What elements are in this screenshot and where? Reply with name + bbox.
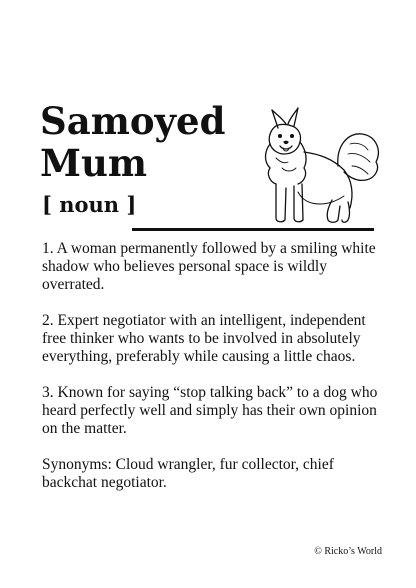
headword <box>40 100 225 184</box>
samoyed-dog-icon <box>252 96 382 230</box>
copyright-credit: © Ricko’s World <box>314 546 382 557</box>
definition-2: 2. Expert negotiator with an intelligent, independent free thinker who wants to be involved in absolutely everything, preferably while causing a little chaos. <box>42 312 366 365</box>
definition-3: 3. Known for saying “stop talking back” to a dog who heard perfectly well and simply has their own opinion on the matter. <box>42 384 378 437</box>
headword-line-2: Mum <box>40 141 148 185</box>
synonyms: Synonyms: Cloud wrangler, fur collector, chief backchat negotiator. <box>42 456 334 491</box>
definition-list <box>42 240 382 510</box>
definition-1: 1. A woman permanently followed by a smiling white shadow who believes personal space is wildly overrated. <box>42 240 376 293</box>
headword-divider <box>132 228 374 231</box>
part-of-speech: [ noun ] <box>42 192 137 217</box>
headword-line-1: Samoyed <box>40 99 226 143</box>
